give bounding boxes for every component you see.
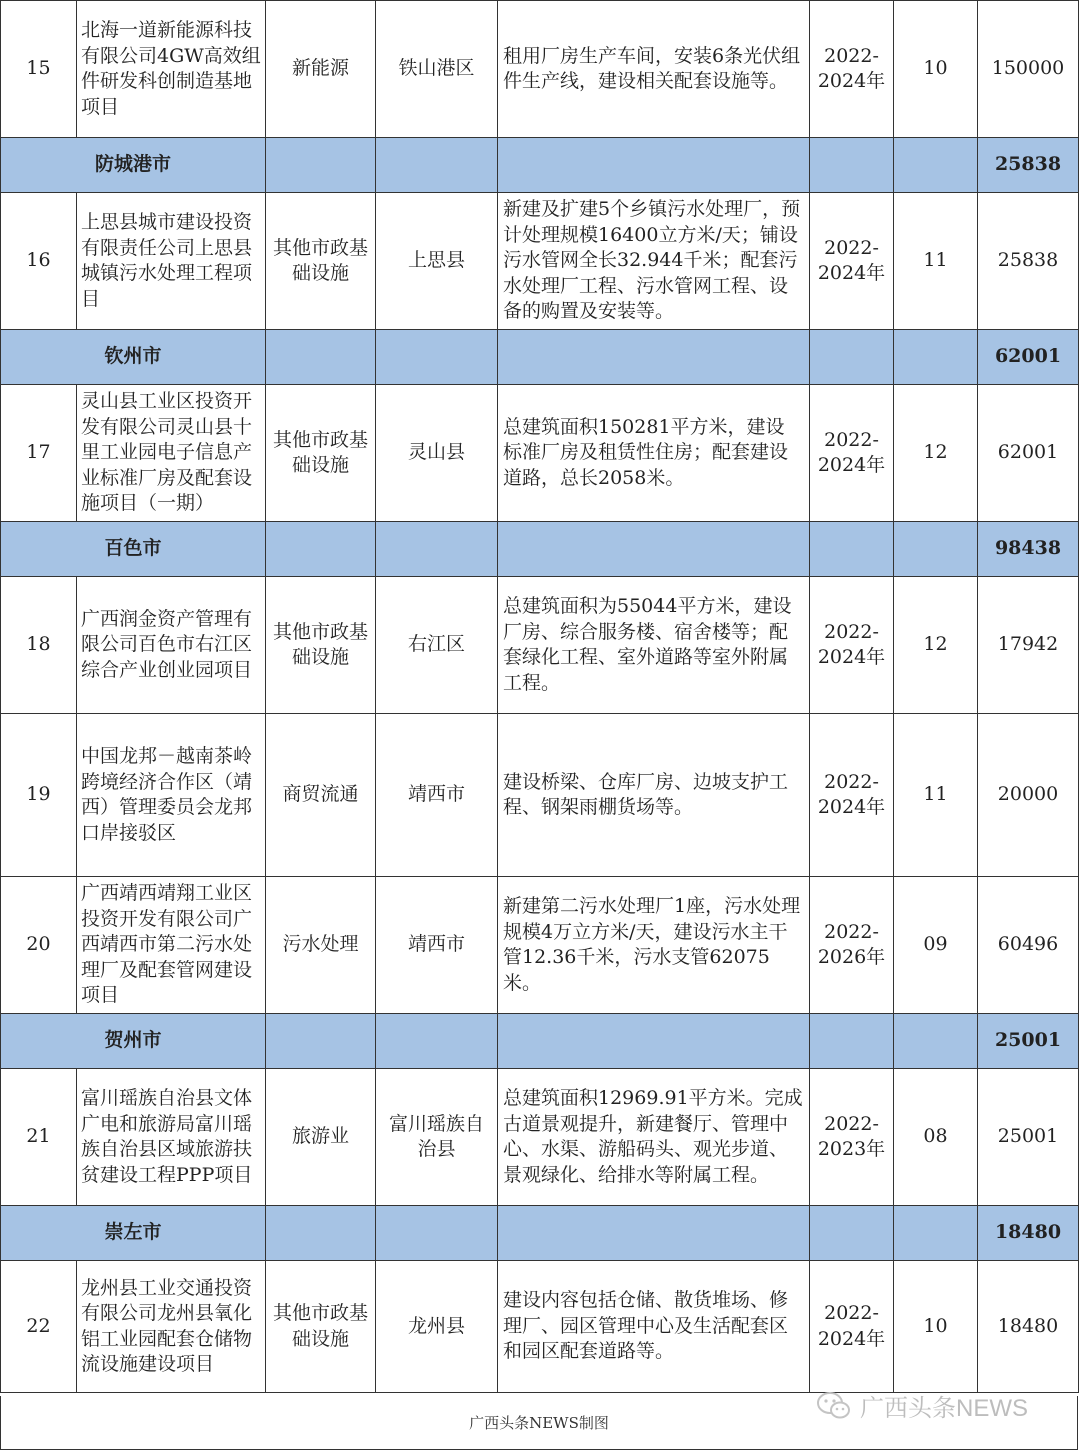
empty-cell — [810, 1206, 894, 1261]
project-location: 龙州县 — [376, 1261, 498, 1393]
project-name: 龙州县工业交通投资有限公司龙州县氧化铝工业园配套仓储物流设施建设项目 — [77, 1261, 266, 1393]
empty-cell — [810, 330, 894, 385]
project-amount: 17942 — [978, 577, 1079, 714]
watermark — [816, 1388, 1028, 1423]
watermark-text: 广西头条NEWS — [860, 1395, 1028, 1422]
project-number: 22 — [1, 1261, 77, 1393]
empty-cell — [894, 1014, 978, 1069]
project-row — [1, 1069, 1079, 1206]
empty-cell — [498, 138, 810, 193]
empty-cell — [498, 1206, 810, 1261]
project-start-month: 11 — [894, 193, 978, 330]
empty-cell — [894, 522, 978, 577]
empty-cell — [376, 522, 498, 577]
city-amount: 62001 — [978, 330, 1079, 385]
city-subtotal-row — [1, 522, 1079, 577]
project-period: 2022- 2023年 — [810, 1069, 894, 1206]
empty-cell — [810, 522, 894, 577]
empty-cell — [376, 1014, 498, 1069]
project-number: 15 — [1, 1, 77, 138]
project-location: 铁山港区 — [376, 1, 498, 138]
project-category: 其他市政基础设施 — [266, 193, 376, 330]
project-number: 20 — [1, 877, 77, 1014]
project-row — [1, 577, 1079, 714]
project-location: 富川瑶族自治县 — [376, 1069, 498, 1206]
empty-cell — [266, 522, 376, 577]
empty-cell — [266, 1014, 376, 1069]
project-start-month: 12 — [894, 385, 978, 522]
wechat-icon — [816, 1391, 852, 1421]
project-start-month: 09 — [894, 877, 978, 1014]
project-name: 中国龙邦－越南茶岭跨境经济合作区（靖西）管理委员会龙邦口岸接驳区 — [77, 714, 266, 877]
empty-cell — [266, 1206, 376, 1261]
project-location: 右江区 — [376, 577, 498, 714]
project-amount: 60496 — [978, 877, 1079, 1014]
empty-cell — [376, 1206, 498, 1261]
project-amount: 25838 — [978, 193, 1079, 330]
city-amount: 25001 — [978, 1014, 1079, 1069]
project-content: 总建筑面积为55044平方米，建设厂房、综合服务楼、宿舍楼等；配套绿化工程、室外道路等室外附属工程。 — [498, 577, 810, 714]
project-row — [1, 1, 1079, 138]
project-category: 污水处理 — [266, 877, 376, 1014]
project-amount: 20000 — [978, 714, 1079, 877]
project-category: 其他市政基础设施 — [266, 1261, 376, 1393]
project-number: 19 — [1, 714, 77, 877]
project-location: 上思县 — [376, 193, 498, 330]
project-start-month: 12 — [894, 577, 978, 714]
city-amount: 98438 — [978, 522, 1079, 577]
project-name: 广西靖西靖翔工业区投资开发有限公司广西靖西市第二污水处理厂及配套管网建设项目 — [77, 877, 266, 1014]
project-row — [1, 877, 1079, 1014]
city-name: 防城港市 — [1, 138, 266, 193]
project-period: 2022- 2026年 — [810, 877, 894, 1014]
empty-cell — [810, 138, 894, 193]
project-row — [1, 714, 1079, 877]
project-start-month: 08 — [894, 1069, 978, 1206]
empty-cell — [498, 1014, 810, 1069]
project-start-month: 10 — [894, 1261, 978, 1393]
project-content: 总建筑面积150281平方米，建设标准厂房及租赁性住房；配套建设道路，总长2058米。 — [498, 385, 810, 522]
empty-cell — [498, 330, 810, 385]
city-amount: 25838 — [978, 138, 1079, 193]
project-location: 靖西市 — [376, 877, 498, 1014]
project-location: 灵山县 — [376, 385, 498, 522]
empty-cell — [894, 330, 978, 385]
project-name: 上思县城市建设投资有限责任公司上思县城镇污水处理工程项目 — [77, 193, 266, 330]
project-location: 靖西市 — [376, 714, 498, 877]
project-amount: 62001 — [978, 385, 1079, 522]
empty-cell — [894, 138, 978, 193]
city-subtotal-row — [1, 138, 1079, 193]
empty-cell — [376, 330, 498, 385]
project-period: 2022- 2024年 — [810, 1, 894, 138]
project-content: 新建第二污水处理厂1座，污水处理规模4万立方米/天，建设污水主干管12.36千米，污水支管62075米。 — [498, 877, 810, 1014]
empty-cell — [810, 1014, 894, 1069]
city-subtotal-row — [1, 330, 1079, 385]
project-category: 旅游业 — [266, 1069, 376, 1206]
project-name: 富川瑶族自治县文体广电和旅游局富川瑶族自治县区域旅游扶贫建设工程PPP项目 — [77, 1069, 266, 1206]
footer-credit: 广西头条NEWS制图 — [469, 1414, 609, 1432]
project-row — [1, 193, 1079, 330]
city-name: 崇左市 — [1, 1206, 266, 1261]
empty-cell — [266, 138, 376, 193]
city-amount: 18480 — [978, 1206, 1079, 1261]
city-name: 百色市 — [1, 522, 266, 577]
project-period: 2022- 2024年 — [810, 193, 894, 330]
project-content: 租用厂房生产车间，安装6条光伏组件生产线，建设相关配套设施等。 — [498, 1, 810, 138]
project-name: 灵山县工业区投资开发有限公司灵山县十里工业园电子信息产业标准厂房及配套设施项目（一期） — [77, 385, 266, 522]
city-subtotal-row — [1, 1014, 1079, 1069]
project-content: 建设内容包括仓储、散货堆场、修理厂、园区管理中心及生活配套区和园区配套道路等。 — [498, 1261, 810, 1393]
project-number: 17 — [1, 385, 77, 522]
project-name: 广西润金资产管理有限公司百色市右江区综合产业创业园项目 — [77, 577, 266, 714]
project-amount: 18480 — [978, 1261, 1079, 1393]
project-content: 总建筑面积12969.91平方米。完成古道景观提升，新建餐厅、管理中心、水渠、游船码头、观光步道、景观绿化、给排水等附属工程。 — [498, 1069, 810, 1206]
city-subtotal-row — [1, 1206, 1079, 1261]
project-row — [1, 1261, 1079, 1393]
empty-cell — [894, 1206, 978, 1261]
project-category: 商贸流通 — [266, 714, 376, 877]
city-name: 贺州市 — [1, 1014, 266, 1069]
project-content: 新建及扩建5个乡镇污水处理厂，预计处理规模16400立方米/天；铺设污水管网全长32.944千米；配套污水处理厂工程、污水管网工程、设备的购置及安装等。 — [498, 193, 810, 330]
project-name: 北海一道新能源科技有限公司4GW高效组件研发科创制造基地项目 — [77, 1, 266, 138]
project-category: 其他市政基础设施 — [266, 577, 376, 714]
project-row — [1, 385, 1079, 522]
project-start-month: 11 — [894, 714, 978, 877]
project-number: 18 — [1, 577, 77, 714]
project-period: 2022- 2024年 — [810, 385, 894, 522]
project-category: 其他市政基础设施 — [266, 385, 376, 522]
project-period: 2022- 2024年 — [810, 1261, 894, 1393]
project-period: 2022- 2024年 — [810, 714, 894, 877]
empty-cell — [498, 522, 810, 577]
project-number: 16 — [1, 193, 77, 330]
project-number: 21 — [1, 1069, 77, 1206]
empty-cell — [376, 138, 498, 193]
city-name: 钦州市 — [1, 330, 266, 385]
empty-cell — [266, 330, 376, 385]
project-content: 建设桥梁、仓库厂房、边坡支护工程、钢架雨棚货场等。 — [498, 714, 810, 877]
project-start-month: 10 — [894, 1, 978, 138]
project-amount: 25001 — [978, 1069, 1079, 1206]
project-category: 新能源 — [266, 1, 376, 138]
project-amount: 150000 — [978, 1, 1079, 138]
project-period: 2022- 2024年 — [810, 577, 894, 714]
